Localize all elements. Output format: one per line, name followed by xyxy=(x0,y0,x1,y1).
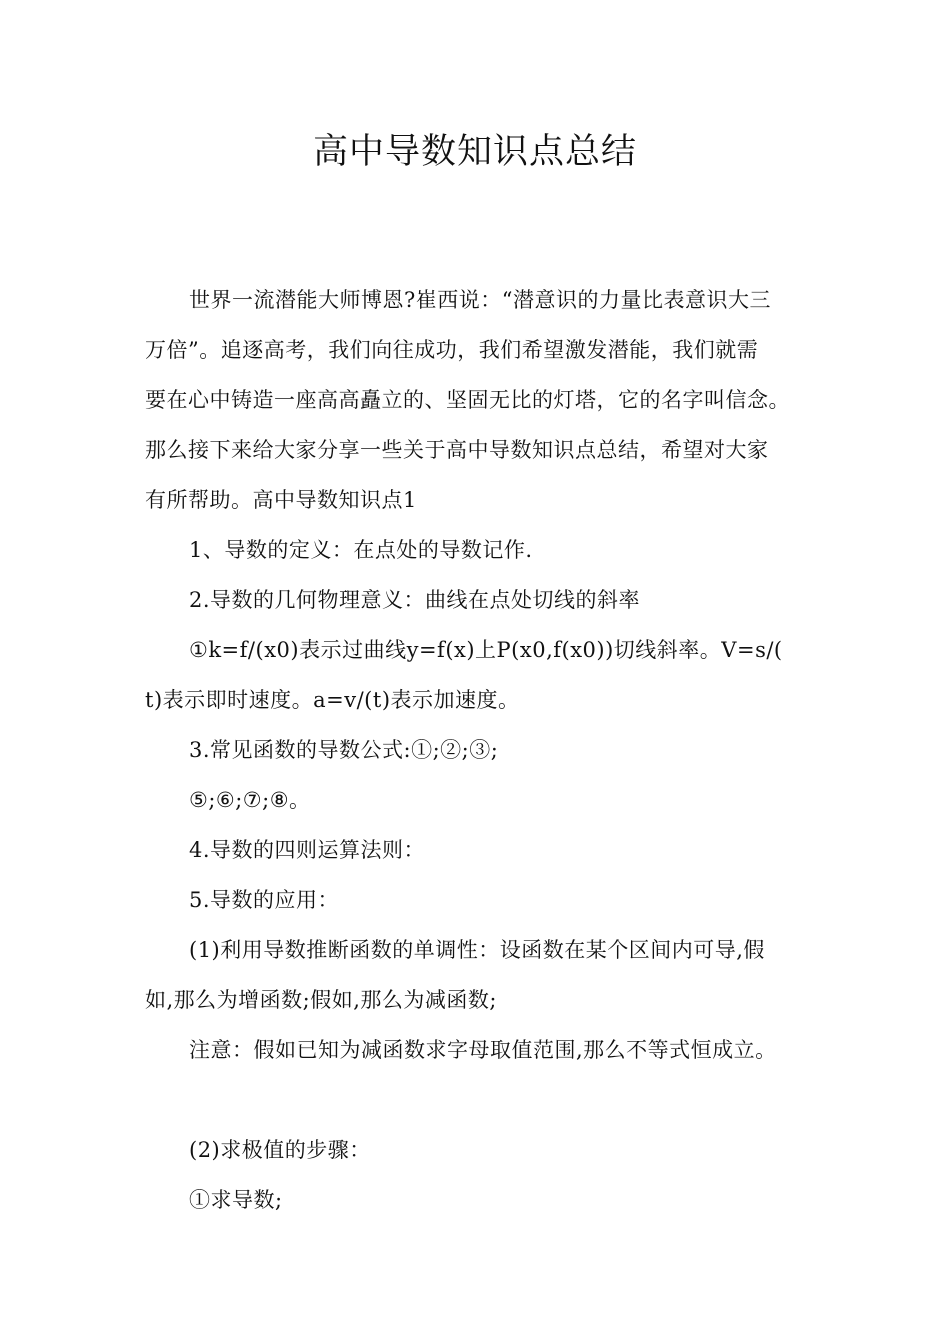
step-1-derivative: ①求导数; xyxy=(189,1188,283,1212)
item-3-formulas-line-1: 3.常见函数的导数公式:①;②;③; xyxy=(189,738,499,762)
paragraph-intro-line-4: 那么接下来给大家分享一些关于高中导数知识点总结，希望对大家 xyxy=(145,438,769,462)
item-2-geometric-meaning: 2.导数的几何物理意义：曲线在点处切线的斜率 xyxy=(189,588,641,612)
paragraph-intro-line-1: 世界一流潜能大师博恩?崔西说：“潜意识的力量比表意识大三 xyxy=(189,288,771,312)
paragraph-intro-line-5: 有所帮助。高中导数知识点1 xyxy=(145,488,417,512)
item-5-applications: 5.导数的应用： xyxy=(189,888,340,912)
sub-1-monotonicity-line-1: (1)利用导数推断函数的单调性：设函数在某个区间内可导,假 xyxy=(189,938,765,962)
sub-1-monotonicity-line-2: 如,那么为增函数;假如,那么为减函数; xyxy=(145,988,497,1012)
paragraph-intro-line-3: 要在心中铸造一座高高矗立的、坚固无比的灯塔，它的名字叫信念。 xyxy=(145,388,790,412)
item-1-definition: 1、导数的定义：在点处的导数记作. xyxy=(189,538,533,562)
sub-2-extremum-steps: (2)求极值的步骤： xyxy=(189,1138,371,1162)
item-2-detail-line-2: t)表示即时速度。a=v/(t)表示加速度。 xyxy=(145,688,520,712)
paragraph-intro-line-2: 万倍”。追逐高考，我们向往成功，我们希望激发潜能，我们就需 xyxy=(145,338,759,362)
note-line: 注意：假如已知为减函数求字母取值范围,那么不等式恒成立。 xyxy=(189,1038,777,1062)
document-title: 高中导数知识点总结 xyxy=(312,132,637,172)
item-2-detail-line-1: ①k=f/(x0)表示过曲线y=f(x)上P(x0,f(x0))切线斜率。V=s/( xyxy=(189,638,783,662)
item-4-rules: 4.导数的四则运算法则： xyxy=(189,838,426,862)
item-3-formulas-line-2: ⑤;⑥;⑦;⑧。 xyxy=(189,788,311,812)
